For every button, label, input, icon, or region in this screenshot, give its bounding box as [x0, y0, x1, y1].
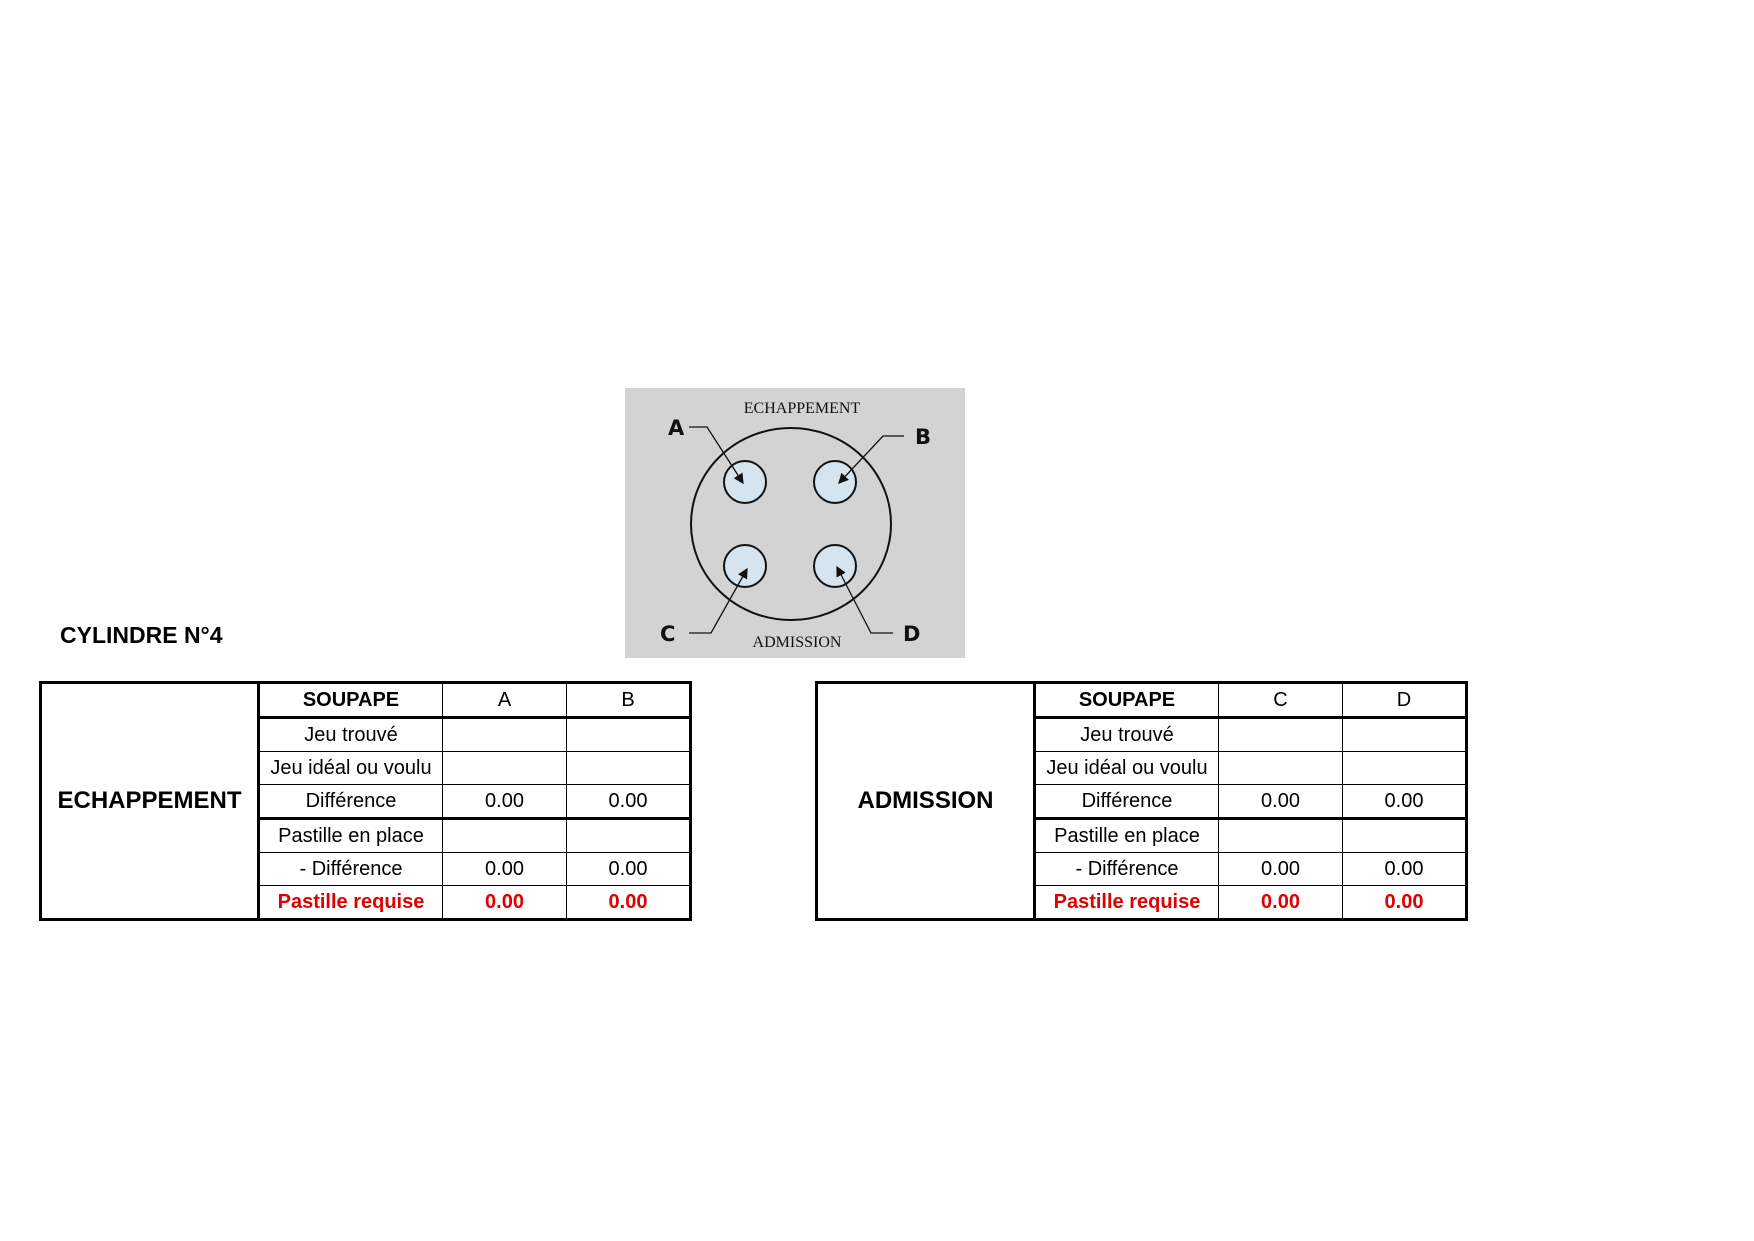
input-cell[interactable] [567, 819, 691, 853]
valve-b-circle [814, 461, 856, 503]
input-cell[interactable] [567, 718, 691, 752]
value-cell: 0.00 [1219, 785, 1343, 819]
valve-column-b: B [567, 683, 691, 718]
valve-a-circle [724, 461, 766, 503]
valve-d-circle [814, 545, 856, 587]
row-label: Pastille en place [259, 819, 443, 853]
result-cell: 0.00 [1219, 886, 1343, 920]
row-label: Jeu trouvé [259, 718, 443, 752]
valve-label-c: C [660, 622, 676, 646]
valve-c-circle [724, 545, 766, 587]
section-label-echappement: ECHAPPEMENT [41, 683, 259, 920]
section-label-admission: ADMISSION [817, 683, 1035, 920]
table-header-row [41, 683, 691, 718]
soupape-header: SOUPAPE [1035, 683, 1219, 718]
valve-label-d: D [903, 622, 921, 646]
echappement-table [39, 681, 692, 921]
page-title: CYLINDRE N°4 [60, 622, 223, 648]
input-cell[interactable] [1343, 819, 1467, 853]
value-cell: 0.00 [1219, 853, 1343, 886]
value-cell: 0.00 [567, 853, 691, 886]
value-cell: 0.00 [443, 853, 567, 886]
row-label: Pastille requise [259, 886, 443, 920]
value-cell: 0.00 [1343, 853, 1467, 886]
valve-column-d: D [1343, 683, 1467, 718]
value-cell: 0.00 [1343, 785, 1467, 819]
row-label: Jeu idéal ou voulu [1035, 752, 1219, 785]
result-cell: 0.00 [443, 886, 567, 920]
diagram-top-label: ECHAPPEMENT [743, 400, 861, 417]
row-label: Pastille requise [1035, 886, 1219, 920]
input-cell[interactable] [1219, 718, 1343, 752]
valve-label-b: B [915, 425, 932, 449]
diagram-bottom-label: ADMISSION [752, 634, 842, 651]
row-label: - Différence [259, 853, 443, 886]
input-cell[interactable] [443, 819, 567, 853]
table-header-row [817, 683, 1467, 718]
valve-label-a: A [668, 416, 685, 440]
valve-column-c: C [1219, 683, 1343, 718]
valve-layout-diagram [625, 388, 965, 658]
input-cell[interactable] [1219, 752, 1343, 785]
row-label: Jeu trouvé [1035, 718, 1219, 752]
row-label: Différence [259, 785, 443, 819]
input-cell[interactable] [1343, 718, 1467, 752]
input-cell[interactable] [1219, 819, 1343, 853]
row-label: - Différence [1035, 853, 1219, 886]
soupape-header: SOUPAPE [259, 683, 443, 718]
result-cell: 0.00 [567, 886, 691, 920]
input-cell[interactable] [443, 718, 567, 752]
input-cell[interactable] [567, 752, 691, 785]
result-cell: 0.00 [1343, 886, 1467, 920]
row-label: Jeu idéal ou voulu [259, 752, 443, 785]
row-label: Pastille en place [1035, 819, 1219, 853]
value-cell: 0.00 [443, 785, 567, 819]
row-label: Différence [1035, 785, 1219, 819]
input-cell[interactable] [443, 752, 567, 785]
admission-table [815, 681, 1468, 921]
valve-column-a: A [443, 683, 567, 718]
input-cell[interactable] [1343, 752, 1467, 785]
value-cell: 0.00 [567, 785, 691, 819]
